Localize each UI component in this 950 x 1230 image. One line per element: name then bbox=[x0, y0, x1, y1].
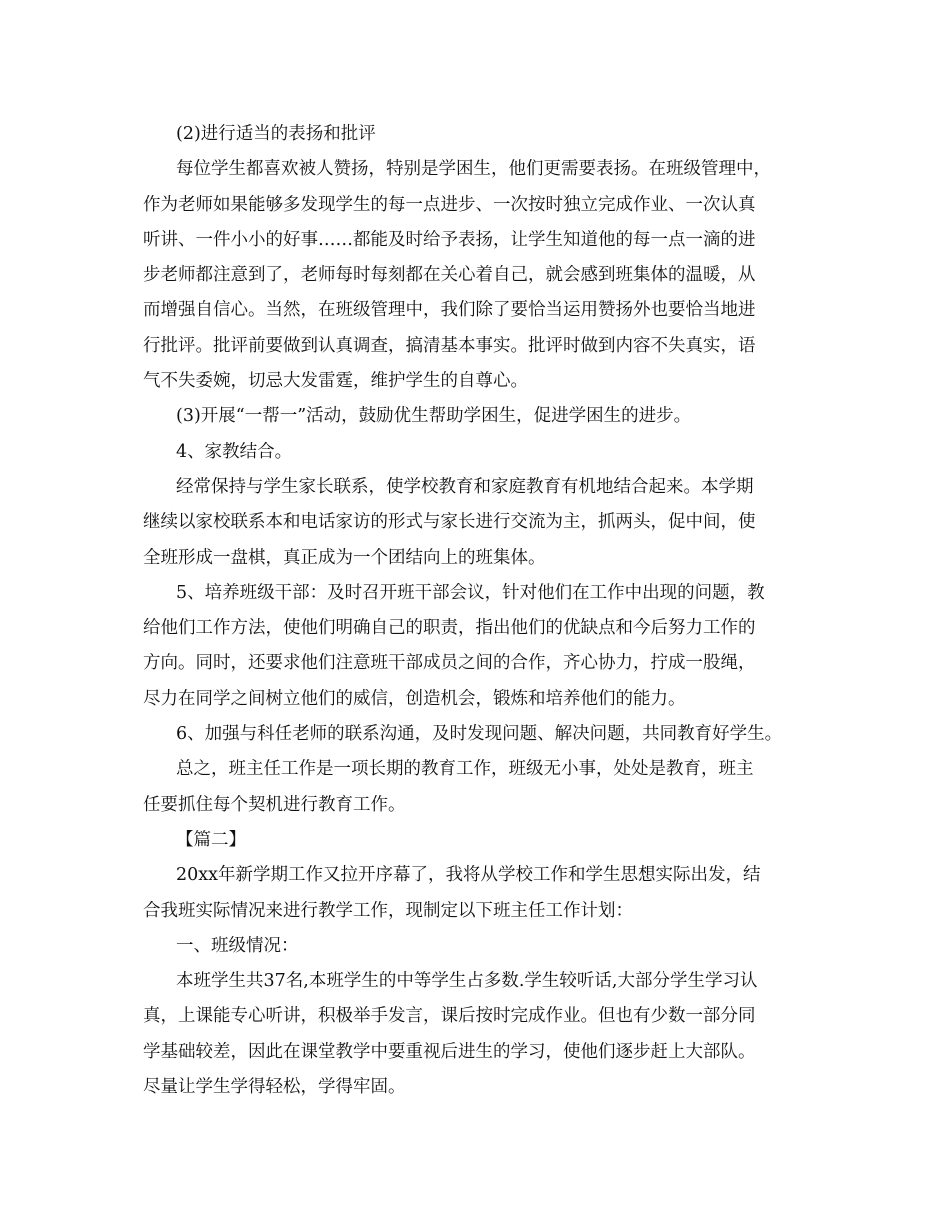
text-line: 学基础较差，因此在课堂教学中要重视后进生的学习，使他们逐步赶上大部队。 bbox=[143, 1041, 756, 1062]
text-line: 20xx年新学期工作又拉开序幕了，我将从学校工作和学生思想实际出发，结 bbox=[176, 865, 761, 886]
text-line: 总之，班主任工作是一项长期的教育工作，班级无小事，处处是教育，班主 bbox=[176, 759, 754, 780]
text-line: 而增强自信心。当然，在班级管理中，我们除了要恰当运用赞扬外也要恰当地进 bbox=[143, 300, 756, 321]
text-line: 步老师都注意到了，老师每时每刻都在关心着自己，就会感到班集体的温暖，从 bbox=[143, 265, 756, 286]
text-line: 本班学生共37名,本班学生的中等学生占多数.学生较听话,大部分学生学习认 bbox=[176, 971, 758, 992]
text-line: 听讲、一件小小的好事……都能及时给予表扬，让学生知道他的每一点一滴的进 bbox=[143, 229, 756, 250]
text-line: 经常保持与学生家长联系，使学校教育和家庭教育有机地结合起来。本学期 bbox=[176, 476, 754, 497]
text-line: 继续以家校联系本和电话家访的形式与家长进行交流为主，抓两头，促中间，使 bbox=[143, 512, 756, 533]
text-line: 气不失委婉，切忌大发雷霆，维护学生的自尊心。 bbox=[143, 371, 528, 392]
text-line: 作为老师如果能够多发现学生的每一点进步、一次按时独立完成作业、一次认真 bbox=[143, 194, 756, 215]
text-line: (3)开展“一帮一”活动，鼓励优生帮助学困生，促进学困生的进步。 bbox=[176, 406, 692, 427]
text-line: 任要抓住每个契机进行教育工作。 bbox=[143, 794, 406, 815]
text-line: 方向。同时，还要求他们注意班干部成员之间的合作，齐心协力，拧成一股绳， bbox=[143, 653, 756, 674]
text-line: 全班形成一盘棋，真正成为一个团结向上的班集体。 bbox=[143, 547, 546, 568]
text-line: 合我班实际情况来进行教学工作，现制定以下班主任工作计划： bbox=[143, 900, 633, 921]
document-body bbox=[143, 117, 823, 1105]
text-line: 真，上课能专心听讲，积极举手发言，课后按时完成作业。但也有少数一部分同 bbox=[143, 1006, 756, 1027]
text-line: 6、加强与科任老师的联系沟通，及时发现问题、解决问题，共同教育好学生。 bbox=[176, 724, 783, 745]
text-line: 给他们工作方法，使他们明确自己的职责，指出他们的优缺点和今后努力工作的 bbox=[143, 618, 756, 639]
text-line: 一、班级情况： bbox=[176, 935, 299, 956]
text-line: 尽力在同学之间树立他们的威信，创造机会，锻炼和培养他们的能力。 bbox=[143, 688, 686, 709]
text-line: 尽量让学生学得轻松，学得牢固。 bbox=[143, 1077, 406, 1098]
text-line: 4、家教结合。 bbox=[176, 441, 293, 462]
text-line: 每位学生都喜欢被人赞扬，特别是学困生，他们更需要表扬。在班级管理中， bbox=[176, 159, 771, 180]
text-line: (2)进行适当的表扬和批评 bbox=[176, 124, 376, 144]
text-line: 5、培养班级干部：及时召开班干部会议，针对他们在工作中出现的问题，教 bbox=[176, 582, 765, 603]
text-line: 行批评。批评前要做到认真调查，搞清基本事实。批评时做到内容不失真实，语 bbox=[143, 335, 756, 356]
text-line: 【篇二】 bbox=[176, 829, 246, 850]
